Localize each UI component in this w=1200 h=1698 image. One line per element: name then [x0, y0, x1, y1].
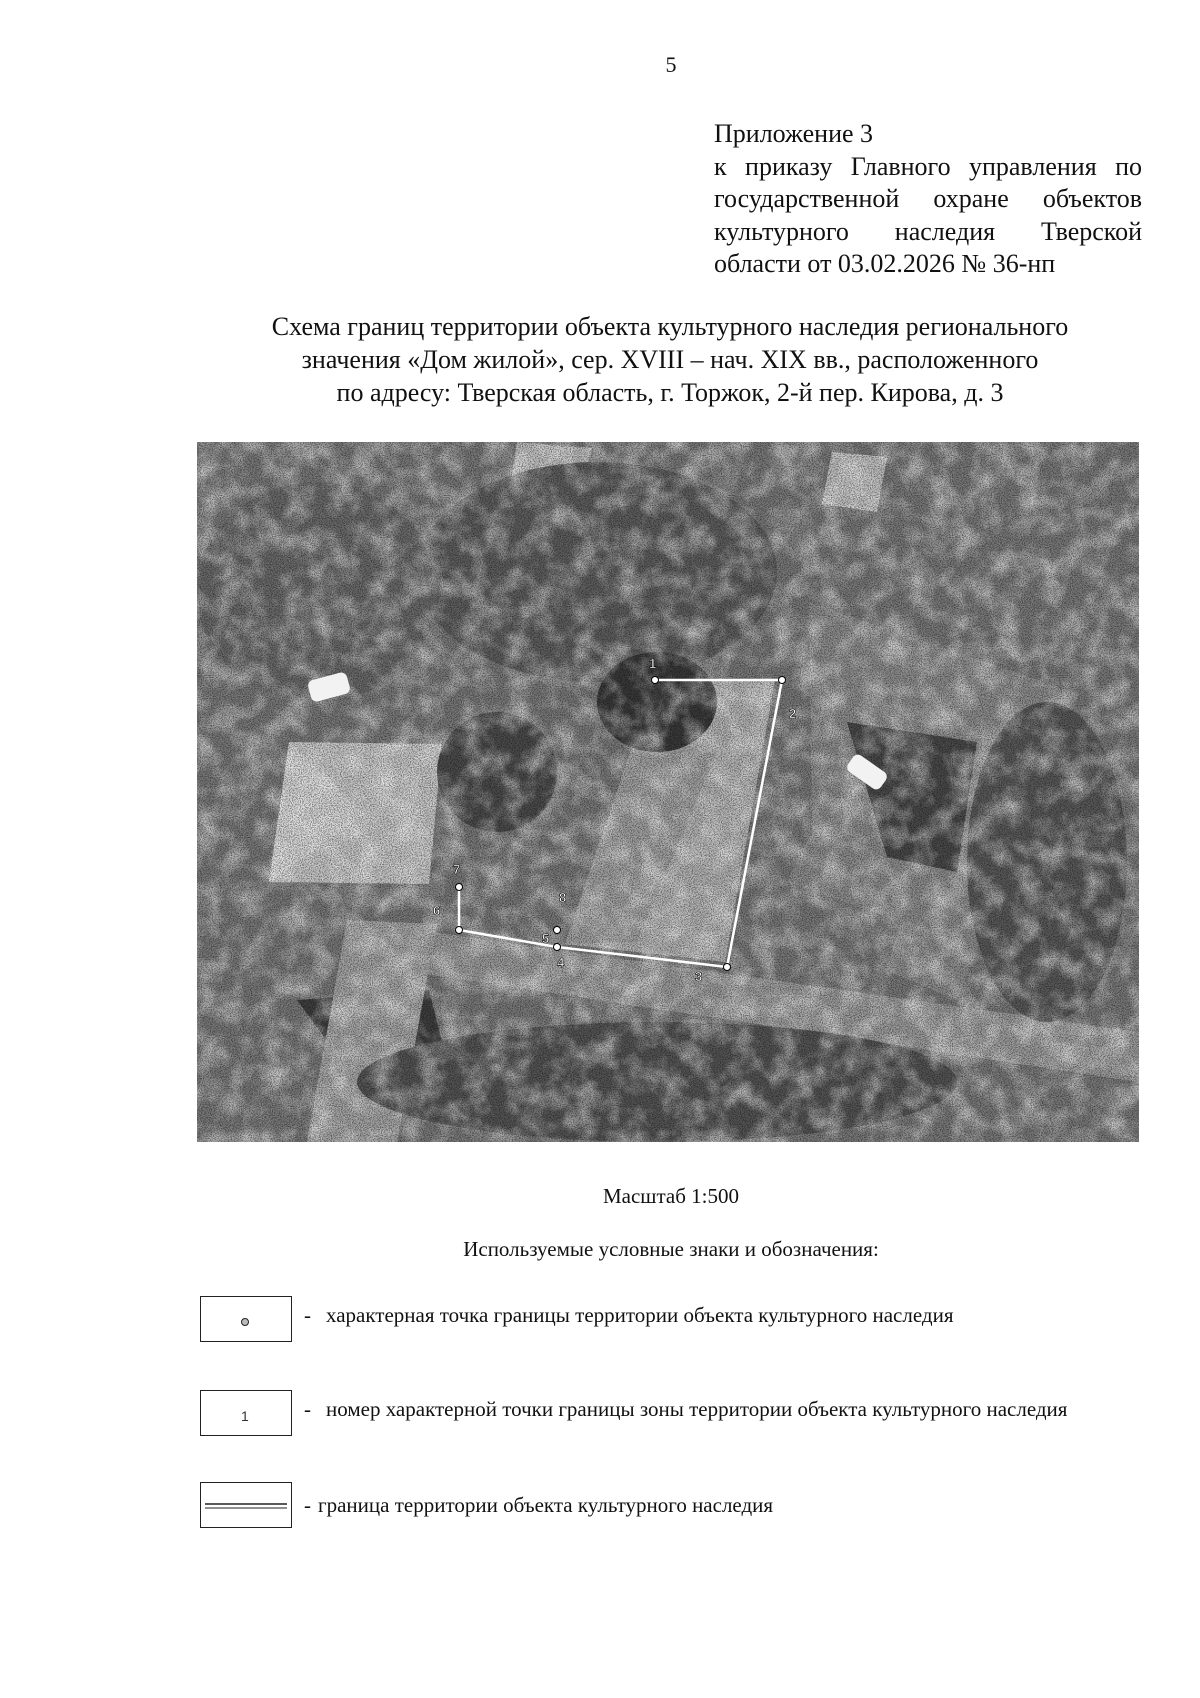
legend-dash: -	[304, 1397, 311, 1421]
map-scale: Масштаб 1:500	[602, 1184, 739, 1208]
point-dot-icon	[242, 1319, 249, 1326]
title-line: Схема границ территории объекта культурного наследия регионального	[271, 312, 1069, 341]
point-label: 6	[433, 903, 441, 918]
legend-symbol-box	[200, 1390, 292, 1436]
point-label: 3	[695, 969, 703, 984]
title-line: по адресу: Тверская область, г. Торжок, 2-й пер. Кирова, д. 3	[336, 378, 1004, 407]
legend-text: характерная точка границы территории объекта культурного наследия	[326, 1303, 954, 1327]
legend-dash: -	[304, 1493, 311, 1517]
appendix-line: к приказу Главного управления по	[714, 151, 1142, 181]
point-label: 4	[557, 955, 565, 970]
legend-text: граница территории объекта культурного наследия	[318, 1493, 774, 1517]
aerial-map	[197, 442, 1139, 1142]
page-number: 5	[665, 52, 677, 77]
appendix-line: Приложение 3	[714, 119, 874, 148]
boundary-point	[554, 944, 561, 951]
title-line: значения «Дом жилой», сер. XVIII – нач. XIX вв., расположенного	[301, 345, 1039, 374]
boundary-point	[456, 927, 463, 934]
legend-title: Используемые условные знаки и обозначения:	[463, 1237, 879, 1261]
boundary-point	[652, 677, 659, 684]
appendix-block	[714, 118, 1142, 281]
point-label: 8	[559, 890, 567, 905]
legend-symbol-box	[200, 1296, 292, 1342]
appendix-line: культурного наследия Тверской	[714, 216, 1142, 246]
point-label: 5	[542, 931, 550, 946]
appendix-line: государственной охране объектов	[714, 184, 1142, 213]
legend-text: номер характерной точки границы зоны территории объекта культурного наследия	[326, 1397, 1068, 1421]
legend-dash: -	[304, 1303, 311, 1327]
point-label: 2	[789, 706, 797, 721]
appendix-line: области от 03.02.2026 № 36-нп	[714, 249, 1056, 278]
boundary-point	[779, 677, 786, 684]
boundary-point	[456, 884, 463, 891]
boundary-point	[724, 964, 731, 971]
point-label: 7	[453, 862, 461, 877]
point-label: 1	[649, 656, 657, 671]
document-title	[200, 310, 1140, 409]
legend-symbol-box	[200, 1482, 292, 1528]
boundary-point	[554, 927, 561, 934]
point-number-icon: 1	[241, 1408, 249, 1424]
